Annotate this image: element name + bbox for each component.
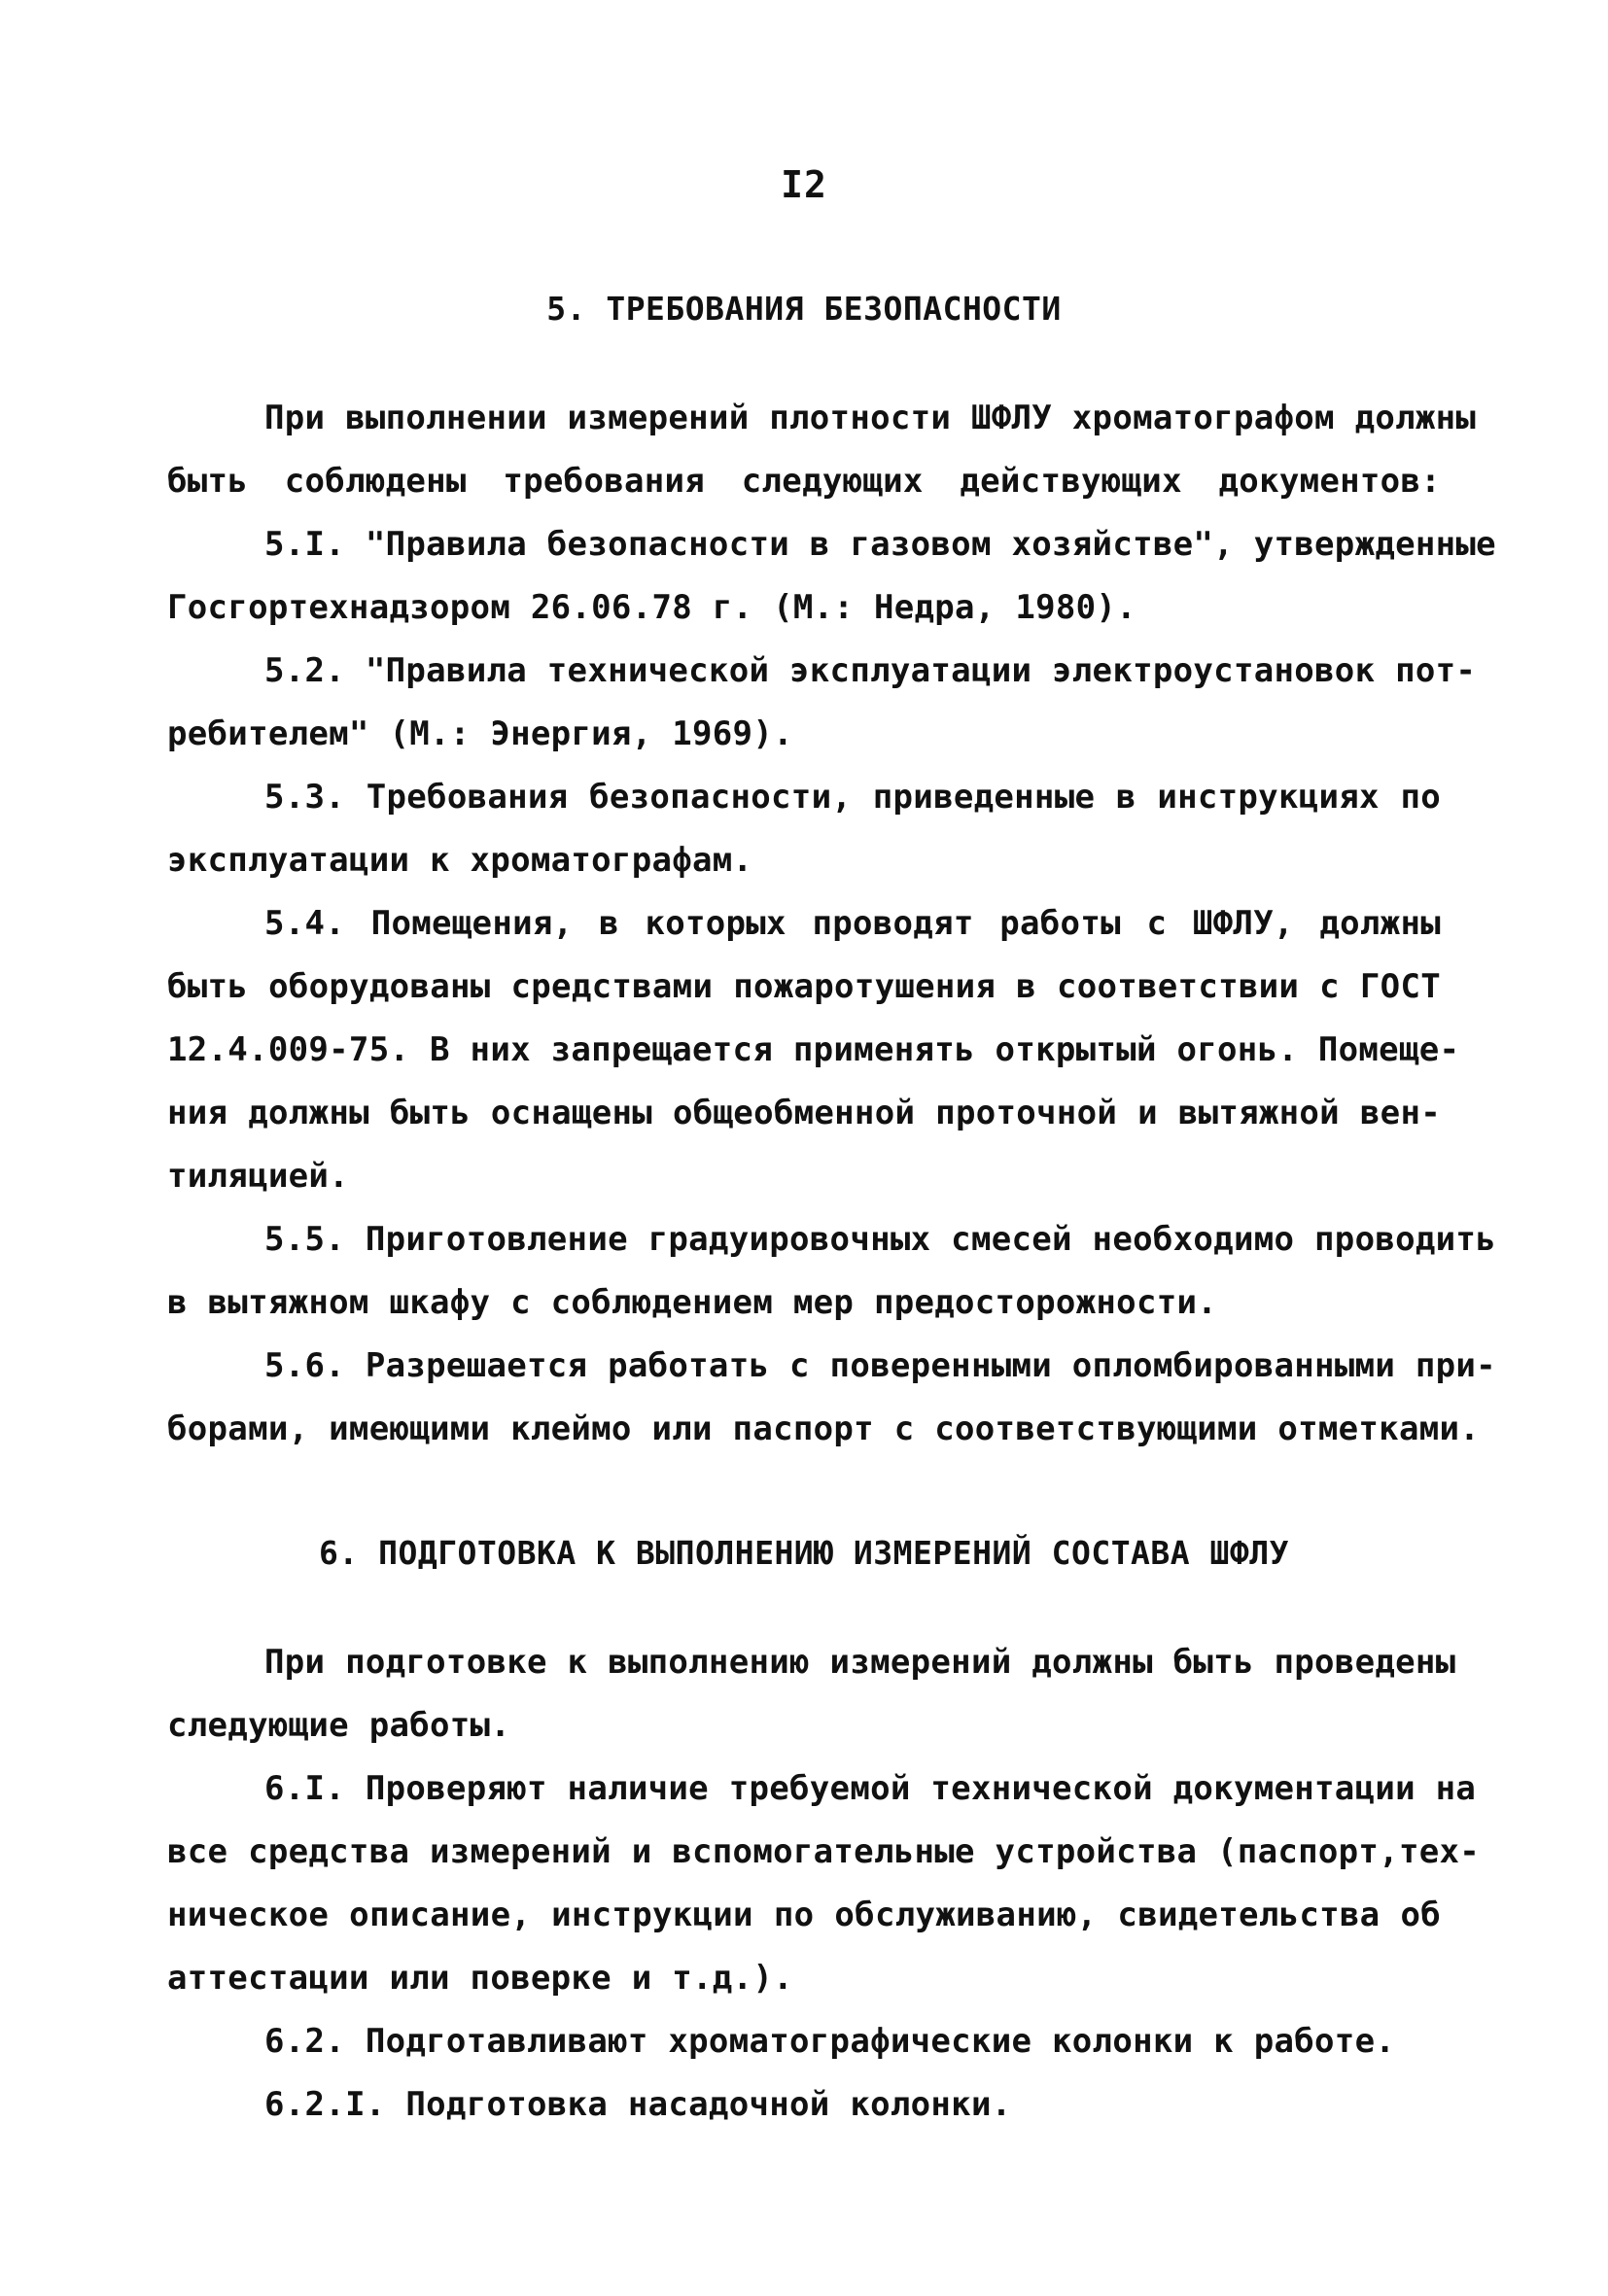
text-line: При выполнении измерений плотности ШФЛУ хроматографом должны [264, 399, 1477, 437]
text-line: быть соблюдены требования следующих действующих документов: [167, 462, 1441, 501]
text-line: ребителем" (М.: Энергия, 1969). [167, 714, 793, 753]
section-5-heading: 5. ТРЕБОВАНИЯ БЕЗОПАСНОСТИ [546, 290, 1062, 328]
text-line: ническое описание, инструкции по обслуживанию, свидетельства об [167, 1896, 1441, 1934]
text-line: 5.3. Требования безопасности, приведенные в инструкциях по [264, 778, 1441, 817]
text-line: ния должны быть оснащены общеобменной проточной и вытяжной вен- [167, 1094, 1441, 1132]
text-line: 12.4.009-75. В них запрещается применять открытый огонь. Помеще- [167, 1030, 1460, 1069]
text-line: в вытяжном шкафу с соблюдением мер предосторожности. [167, 1283, 1218, 1322]
text-line: Госгортехнадзором 26.06.78 г. (М.: Недра, 1980). [167, 588, 1136, 627]
text-line: борами, имеющими клеймо или паспорт с соответствующими отметками. [167, 1409, 1481, 1448]
text-line: 6.2.I. Подготовка насадочной колонки. [264, 2085, 1012, 2124]
text-line: 6.I. Проверяют наличие требуемой технической документации на [264, 1769, 1477, 1808]
text-line: При подготовке к выполнению измерений должны быть проведены [264, 1643, 1456, 1682]
text-line: 5.4. Помещения, в которых проводят работы с ШФЛУ, должны [264, 904, 1441, 943]
text-line: 5.2. "Правила технической эксплуатации электроустановок пот- [264, 651, 1477, 690]
text-line: аттестации или поверке и т.д.). [167, 1959, 793, 1998]
page-number: I2 [781, 163, 827, 206]
text-line: 6.2. Подготавливают хроматографические колонки к работе. [264, 2022, 1396, 2061]
text-line: следующие работы. [167, 1706, 511, 1745]
text-line: быть оборудованы средствами пожаротушения в соответствии с ГОСТ [167, 967, 1441, 1006]
text-line: все средства измерений и вспомогательные устройства (паспорт,тех- [167, 1832, 1481, 1871]
text-line: тиляцией. [167, 1157, 349, 1196]
text-line: эксплуатации к хроматографам. [167, 841, 753, 880]
text-line: 5.I. "Правила безопасности в газовом хозяйстве", утвержденные [264, 525, 1496, 564]
text-line: 5.6. Разрешается работать с поверенными опломбированными при- [264, 1346, 1496, 1385]
text-line: 5.5. Приготовление градуировочных смесей необходимо проводить [264, 1220, 1496, 1259]
section-6-heading: 6. ПОДГОТОВКА К ВЫПОЛНЕНИЮ ИЗМЕРЕНИЙ СОСТАВА ШФЛУ [318, 1534, 1290, 1572]
